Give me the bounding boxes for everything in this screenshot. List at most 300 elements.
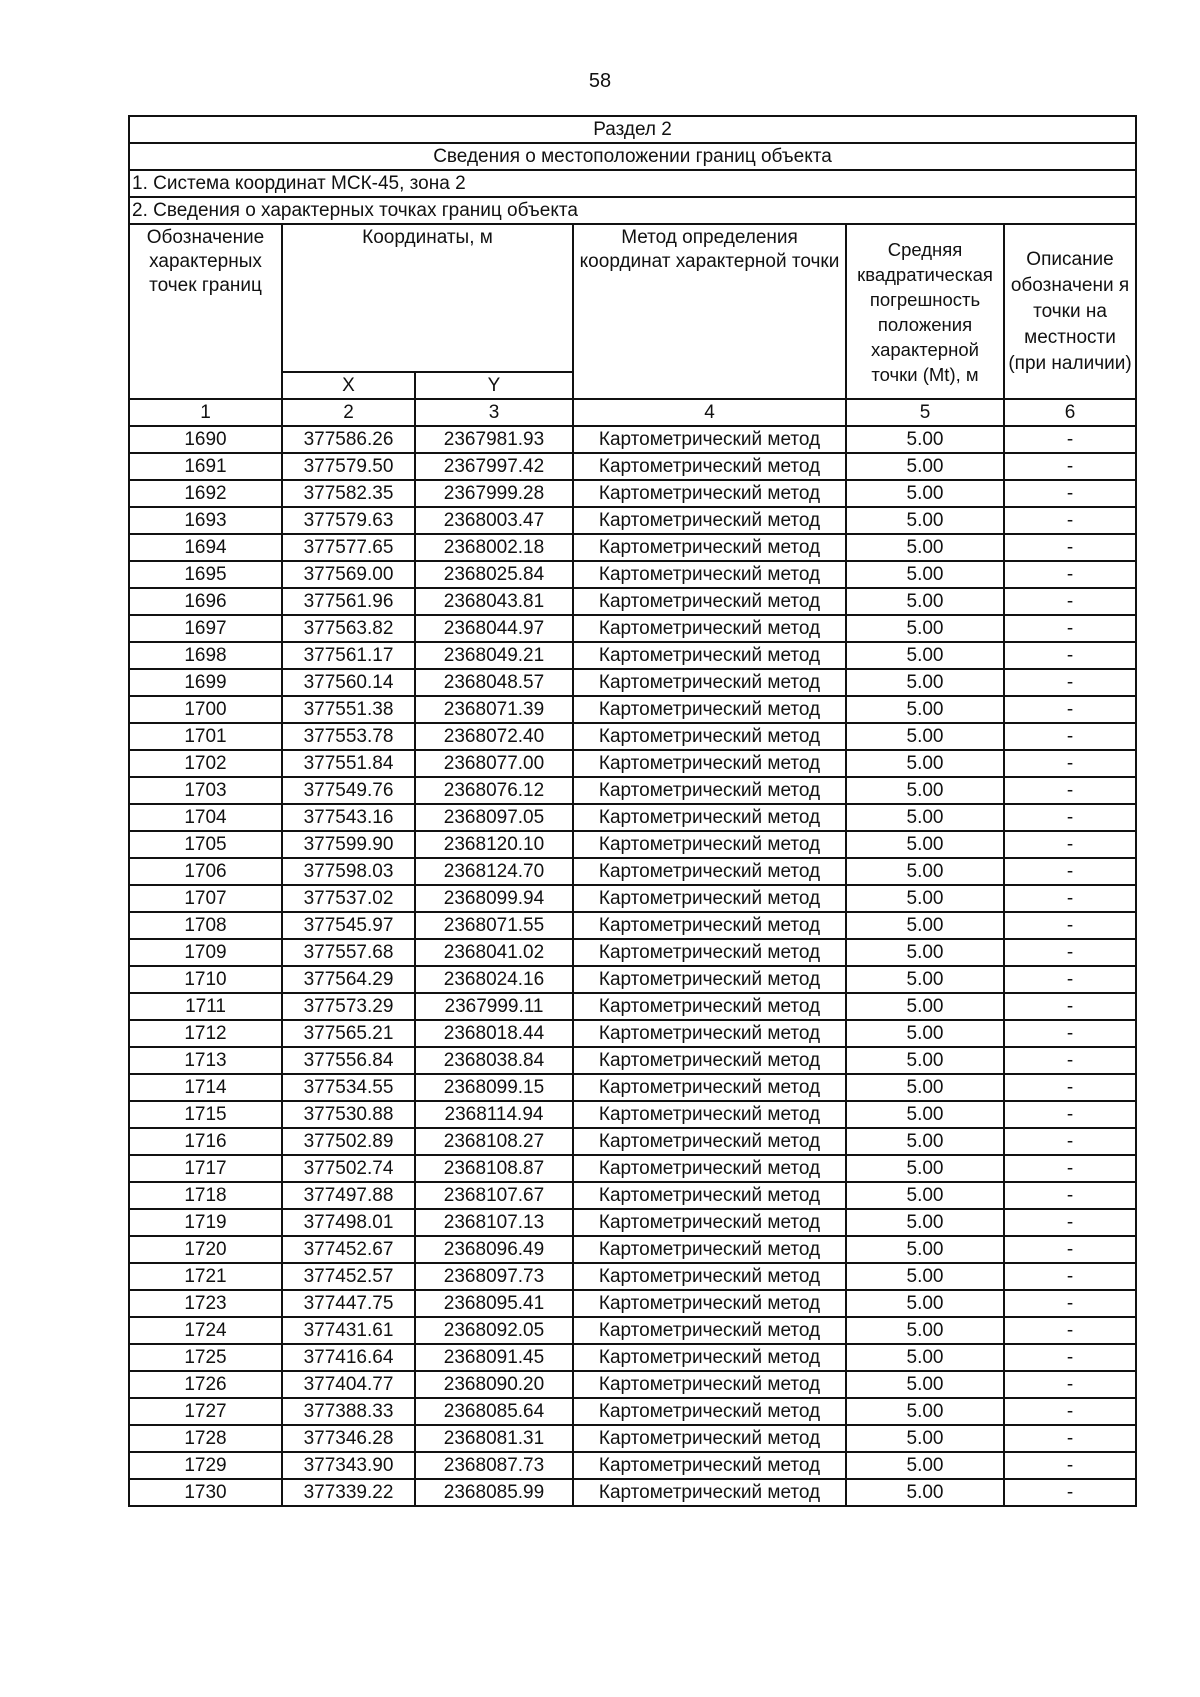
coord-x-cell: 377586.26 — [282, 426, 415, 453]
coord-x-cell: 377530.88 — [282, 1101, 415, 1128]
point-number-cell: 1707 — [129, 885, 282, 912]
table-row — [129, 1209, 1136, 1236]
point-number-cell: 1719 — [129, 1209, 282, 1236]
coord-x-cell: 377551.38 — [282, 696, 415, 723]
description-cell: - — [1004, 534, 1136, 561]
column-number: 2 — [282, 399, 415, 426]
point-number-cell: 1700 — [129, 696, 282, 723]
point-number-cell: 1726 — [129, 1371, 282, 1398]
description-cell: - — [1004, 831, 1136, 858]
method-cell: Картометрический метод — [573, 1344, 846, 1371]
mean-error-cell: 5.00 — [846, 615, 1004, 642]
method-cell: Картометрический метод — [573, 507, 846, 534]
coord-y-cell: 2368095.41 — [415, 1290, 573, 1317]
coord-y-cell: 2368044.97 — [415, 615, 573, 642]
description-cell: - — [1004, 480, 1136, 507]
description-cell: - — [1004, 642, 1136, 669]
description-cell: - — [1004, 1344, 1136, 1371]
description-cell: - — [1004, 669, 1136, 696]
column-number: 4 — [573, 399, 846, 426]
description-cell: - — [1004, 885, 1136, 912]
coord-x-cell: 377498.01 — [282, 1209, 415, 1236]
point-number-cell: 1693 — [129, 507, 282, 534]
coord-x-cell: 377431.61 — [282, 1317, 415, 1344]
method-cell: Картометрический метод — [573, 1398, 846, 1425]
coord-x-cell: 377563.82 — [282, 615, 415, 642]
table-row — [129, 966, 1136, 993]
mean-error-cell: 5.00 — [846, 453, 1004, 480]
method-cell: Картометрический метод — [573, 777, 846, 804]
header-coordinates: Координаты, м — [282, 224, 573, 372]
point-number-cell: 1712 — [129, 1020, 282, 1047]
table-row — [129, 453, 1136, 480]
table-row — [129, 615, 1136, 642]
coord-y-cell: 2368025.84 — [415, 561, 573, 588]
mean-error-cell: 5.00 — [846, 480, 1004, 507]
coord-x-cell: 377561.17 — [282, 642, 415, 669]
method-cell: Картометрический метод — [573, 1074, 846, 1101]
method-cell: Картометрический метод — [573, 642, 846, 669]
point-number-cell: 1698 — [129, 642, 282, 669]
mean-error-cell: 5.00 — [846, 1398, 1004, 1425]
description-cell: - — [1004, 1425, 1136, 1452]
mean-error-cell: 5.00 — [846, 1425, 1004, 1452]
point-number-cell: 1727 — [129, 1398, 282, 1425]
coord-x-cell: 377556.84 — [282, 1047, 415, 1074]
point-number-cell: 1703 — [129, 777, 282, 804]
table-row — [129, 561, 1136, 588]
coord-y-cell: 2368097.05 — [415, 804, 573, 831]
point-number-cell: 1728 — [129, 1425, 282, 1452]
table-row — [129, 750, 1136, 777]
method-cell: Картометрический метод — [573, 588, 846, 615]
table-row — [129, 1101, 1136, 1128]
table-row — [129, 1074, 1136, 1101]
description-cell: - — [1004, 1209, 1136, 1236]
method-cell: Картометрический метод — [573, 1128, 846, 1155]
table-row — [129, 642, 1136, 669]
coord-x-cell: 377582.35 — [282, 480, 415, 507]
coord-y-cell: 2368114.94 — [415, 1101, 573, 1128]
point-number-cell: 1725 — [129, 1344, 282, 1371]
method-cell: Картометрический метод — [573, 1101, 846, 1128]
description-cell: - — [1004, 696, 1136, 723]
coord-x-cell: 377551.84 — [282, 750, 415, 777]
description-cell: - — [1004, 1236, 1136, 1263]
coord-y-cell: 2368048.57 — [415, 669, 573, 696]
method-cell: Картометрический метод — [573, 939, 846, 966]
section-subtitle: Сведения о местоположении границ объекта — [129, 143, 1136, 170]
mean-error-cell: 5.00 — [846, 750, 1004, 777]
coord-x-cell: 377416.64 — [282, 1344, 415, 1371]
point-number-cell: 1690 — [129, 426, 282, 453]
coord-system-row — [129, 170, 1136, 197]
method-cell: Картометрический метод — [573, 534, 846, 561]
coord-y-cell: 2367999.28 — [415, 480, 573, 507]
coord-y-cell: 2368018.44 — [415, 1020, 573, 1047]
coord-y-cell: 2368081.31 — [415, 1425, 573, 1452]
table-row — [129, 1398, 1136, 1425]
mean-error-cell: 5.00 — [846, 1263, 1004, 1290]
description-cell: - — [1004, 966, 1136, 993]
coord-y-cell: 2368091.45 — [415, 1344, 573, 1371]
description-cell: - — [1004, 1020, 1136, 1047]
method-cell: Картометрический метод — [573, 750, 846, 777]
coord-y-cell: 2368077.00 — [415, 750, 573, 777]
coord-y-cell: 2368041.02 — [415, 939, 573, 966]
description-cell: - — [1004, 588, 1136, 615]
table-row — [129, 885, 1136, 912]
header-row — [129, 224, 1136, 372]
point-number-cell: 1709 — [129, 939, 282, 966]
column-number: 1 — [129, 399, 282, 426]
description-cell: - — [1004, 1182, 1136, 1209]
coord-x-cell: 377579.50 — [282, 453, 415, 480]
header-method: Метод определения координат характерной точки — [573, 224, 846, 399]
coord-x-cell: 377573.29 — [282, 993, 415, 1020]
mean-error-cell: 5.00 — [846, 1317, 1004, 1344]
coord-x-cell: 377543.16 — [282, 804, 415, 831]
method-cell: Картометрический метод — [573, 1020, 846, 1047]
description-cell: - — [1004, 1317, 1136, 1344]
coord-y-cell: 2368120.10 — [415, 831, 573, 858]
coord-y-cell: 2368003.47 — [415, 507, 573, 534]
description-cell: - — [1004, 777, 1136, 804]
table-row — [129, 588, 1136, 615]
point-number-cell: 1694 — [129, 534, 282, 561]
table-row — [129, 777, 1136, 804]
method-cell: Картометрический метод — [573, 993, 846, 1020]
coord-x-cell: 377537.02 — [282, 885, 415, 912]
method-cell: Картометрический метод — [573, 561, 846, 588]
description-cell: - — [1004, 1263, 1136, 1290]
point-number-cell: 1704 — [129, 804, 282, 831]
mean-error-cell: 5.00 — [846, 642, 1004, 669]
description-cell: - — [1004, 1101, 1136, 1128]
method-cell: Картометрический метод — [573, 1479, 846, 1506]
description-cell: - — [1004, 1047, 1136, 1074]
coord-x-cell: 377557.68 — [282, 939, 415, 966]
point-number-cell: 1696 — [129, 588, 282, 615]
description-cell: - — [1004, 1155, 1136, 1182]
coord-y-cell: 2368038.84 — [415, 1047, 573, 1074]
table-row — [129, 534, 1136, 561]
coord-x-cell: 377565.21 — [282, 1020, 415, 1047]
mean-error-cell: 5.00 — [846, 1155, 1004, 1182]
method-cell: Картометрический метод — [573, 723, 846, 750]
table-row — [129, 1263, 1136, 1290]
table-row — [129, 804, 1136, 831]
point-number-cell: 1692 — [129, 480, 282, 507]
mean-error-cell: 5.00 — [846, 1452, 1004, 1479]
mean-error-cell: 5.00 — [846, 1047, 1004, 1074]
table-row — [129, 1020, 1136, 1047]
method-cell: Картометрический метод — [573, 1155, 846, 1182]
coord-x-cell: 377553.78 — [282, 723, 415, 750]
column-number: 5 — [846, 399, 1004, 426]
point-number-cell: 1713 — [129, 1047, 282, 1074]
coord-y-cell: 2368108.87 — [415, 1155, 573, 1182]
table-row — [129, 1371, 1136, 1398]
method-cell: Картометрический метод — [573, 1317, 846, 1344]
data-rows — [129, 426, 1136, 1506]
method-cell: Картометрический метод — [573, 831, 846, 858]
coord-y-cell: 2368071.39 — [415, 696, 573, 723]
table-row — [129, 1236, 1136, 1263]
mean-error-cell: 5.00 — [846, 1344, 1004, 1371]
coord-x-cell: 377388.33 — [282, 1398, 415, 1425]
coord-y-cell: 2368002.18 — [415, 534, 573, 561]
description-cell: - — [1004, 1479, 1136, 1506]
table-row — [129, 858, 1136, 885]
description-cell: - — [1004, 993, 1136, 1020]
header-description: Описание обозначени я точки на местности (при наличии) — [1004, 224, 1136, 399]
point-number-cell: 1691 — [129, 453, 282, 480]
section-subtitle-row — [129, 143, 1136, 170]
coord-y-cell: 2368124.70 — [415, 858, 573, 885]
method-cell: Картометрический метод — [573, 453, 846, 480]
coord-x-cell: 377579.63 — [282, 507, 415, 534]
method-cell: Картометрический метод — [573, 1290, 846, 1317]
point-number-cell: 1708 — [129, 912, 282, 939]
mean-error-cell: 5.00 — [846, 777, 1004, 804]
coord-y-cell: 2368090.20 — [415, 1371, 573, 1398]
mean-error-cell: 5.00 — [846, 1236, 1004, 1263]
point-number-cell: 1699 — [129, 669, 282, 696]
coord-y-cell: 2368072.40 — [415, 723, 573, 750]
mean-error-cell: 5.00 — [846, 507, 1004, 534]
description-cell: - — [1004, 1452, 1136, 1479]
mean-error-cell: 5.00 — [846, 696, 1004, 723]
coord-y-cell: 2368085.99 — [415, 1479, 573, 1506]
point-number-cell: 1717 — [129, 1155, 282, 1182]
point-number-cell: 1723 — [129, 1290, 282, 1317]
method-cell: Картометрический метод — [573, 1425, 846, 1452]
method-cell: Картометрический метод — [573, 696, 846, 723]
mean-error-cell: 5.00 — [846, 939, 1004, 966]
method-cell: Картометрический метод — [573, 1182, 846, 1209]
coord-x-cell: 377404.77 — [282, 1371, 415, 1398]
coord-y-cell: 2367997.42 — [415, 453, 573, 480]
description-cell: - — [1004, 858, 1136, 885]
mean-error-cell: 5.00 — [846, 1209, 1004, 1236]
coord-y-cell: 2368099.15 — [415, 1074, 573, 1101]
page-number: 58 — [588, 70, 612, 92]
coord-x-cell: 377502.89 — [282, 1128, 415, 1155]
coord-y-cell: 2368096.49 — [415, 1236, 573, 1263]
coord-x-cell: 377549.76 — [282, 777, 415, 804]
coord-system: 1. Система координат МСК-45, зона 2 — [129, 170, 1136, 197]
description-cell: - — [1004, 1290, 1136, 1317]
table-row — [129, 912, 1136, 939]
method-cell: Картометрический метод — [573, 966, 846, 993]
point-number-cell: 1730 — [129, 1479, 282, 1506]
table-row — [129, 1047, 1136, 1074]
coord-x-cell: 377452.67 — [282, 1236, 415, 1263]
method-cell: Картометрический метод — [573, 1263, 846, 1290]
description-cell: - — [1004, 1128, 1136, 1155]
mean-error-cell: 5.00 — [846, 993, 1004, 1020]
table-row — [129, 939, 1136, 966]
point-number-cell: 1729 — [129, 1452, 282, 1479]
description-cell: - — [1004, 939, 1136, 966]
description-cell: - — [1004, 453, 1136, 480]
coord-x-cell: 377560.14 — [282, 669, 415, 696]
mean-error-cell: 5.00 — [846, 723, 1004, 750]
method-cell: Картометрический метод — [573, 885, 846, 912]
point-number-cell: 1724 — [129, 1317, 282, 1344]
coord-x-cell: 377502.74 — [282, 1155, 415, 1182]
point-number-cell: 1716 — [129, 1128, 282, 1155]
mean-error-cell: 5.00 — [846, 1101, 1004, 1128]
mean-error-cell: 5.00 — [846, 912, 1004, 939]
coord-y-cell: 2368024.16 — [415, 966, 573, 993]
point-number-cell: 1695 — [129, 561, 282, 588]
coord-y-cell: 2368087.73 — [415, 1452, 573, 1479]
points-title: 2. Сведения о характерных точках границ объекта — [129, 197, 1136, 224]
mean-error-cell: 5.00 — [846, 561, 1004, 588]
coord-y-cell: 2368107.67 — [415, 1182, 573, 1209]
coord-x-cell: 377343.90 — [282, 1452, 415, 1479]
table-row — [129, 1290, 1136, 1317]
table-row — [129, 426, 1136, 453]
mean-error-cell: 5.00 — [846, 966, 1004, 993]
coord-y-cell: 2368108.27 — [415, 1128, 573, 1155]
point-number-cell: 1714 — [129, 1074, 282, 1101]
coord-x-cell: 377569.00 — [282, 561, 415, 588]
column-number: 6 — [1004, 399, 1136, 426]
mean-error-cell: 5.00 — [846, 1479, 1004, 1506]
coord-x-cell: 377497.88 — [282, 1182, 415, 1209]
description-cell: - — [1004, 804, 1136, 831]
description-cell: - — [1004, 426, 1136, 453]
table-row — [129, 480, 1136, 507]
point-number-cell: 1706 — [129, 858, 282, 885]
coord-y-cell: 2368049.21 — [415, 642, 573, 669]
point-number-cell: 1701 — [129, 723, 282, 750]
table-row — [129, 1344, 1136, 1371]
mean-error-cell: 5.00 — [846, 1020, 1004, 1047]
column-numbers-row — [129, 399, 1136, 426]
header-point-designation: Обозначение характерных точек границ — [129, 224, 282, 399]
coord-y-cell: 2368043.81 — [415, 588, 573, 615]
coord-x-cell: 377447.75 — [282, 1290, 415, 1317]
header-mean-error: Средняя квадратическая погрешность положения характерной точки (Mt), м — [846, 224, 1004, 399]
point-number-cell: 1721 — [129, 1263, 282, 1290]
mean-error-cell: 5.00 — [846, 858, 1004, 885]
coord-y-cell: 2367999.11 — [415, 993, 573, 1020]
mean-error-cell: 5.00 — [846, 1290, 1004, 1317]
table-row — [129, 1317, 1136, 1344]
description-cell: - — [1004, 561, 1136, 588]
description-cell: - — [1004, 1074, 1136, 1101]
coord-x-cell: 377339.22 — [282, 1479, 415, 1506]
mean-error-cell: 5.00 — [846, 1128, 1004, 1155]
method-cell: Картометрический метод — [573, 858, 846, 885]
method-cell: Картометрический метод — [573, 669, 846, 696]
mean-error-cell: 5.00 — [846, 534, 1004, 561]
table-row — [129, 669, 1136, 696]
coord-x-cell: 377577.65 — [282, 534, 415, 561]
coord-x-cell: 377452.57 — [282, 1263, 415, 1290]
column-number: 3 — [415, 399, 573, 426]
table-row — [129, 1479, 1136, 1506]
method-cell: Картометрический метод — [573, 1209, 846, 1236]
table-row — [129, 1155, 1136, 1182]
coord-x-cell: 377534.55 — [282, 1074, 415, 1101]
method-cell: Картометрический метод — [573, 615, 846, 642]
description-cell: - — [1004, 912, 1136, 939]
table-row — [129, 1128, 1136, 1155]
description-cell: - — [1004, 750, 1136, 777]
mean-error-cell: 5.00 — [846, 426, 1004, 453]
boundary-points-table — [128, 115, 1137, 1507]
mean-error-cell: 5.00 — [846, 588, 1004, 615]
description-cell: - — [1004, 1398, 1136, 1425]
table-row — [129, 1452, 1136, 1479]
section-title-row — [129, 116, 1136, 143]
points-title-row — [129, 197, 1136, 224]
coord-x-cell: 377561.96 — [282, 588, 415, 615]
table-row — [129, 696, 1136, 723]
table-row — [129, 507, 1136, 534]
point-number-cell: 1697 — [129, 615, 282, 642]
description-cell: - — [1004, 1371, 1136, 1398]
coord-x-cell: 377599.90 — [282, 831, 415, 858]
coord-y-cell: 2368092.05 — [415, 1317, 573, 1344]
coord-x-cell: 377346.28 — [282, 1425, 415, 1452]
description-cell: - — [1004, 615, 1136, 642]
method-cell: Картометрический метод — [573, 426, 846, 453]
method-cell: Картометрический метод — [573, 1371, 846, 1398]
table-row — [129, 993, 1136, 1020]
method-cell: Картометрический метод — [573, 1047, 846, 1074]
section-title: Раздел 2 — [129, 116, 1136, 143]
mean-error-cell: 5.00 — [846, 831, 1004, 858]
coord-x-cell: 377545.97 — [282, 912, 415, 939]
method-cell: Картометрический метод — [573, 1452, 846, 1479]
header-y: Y — [415, 372, 573, 399]
method-cell: Картометрический метод — [573, 912, 846, 939]
coord-y-cell: 2368076.12 — [415, 777, 573, 804]
mean-error-cell: 5.00 — [846, 1074, 1004, 1101]
point-number-cell: 1705 — [129, 831, 282, 858]
point-number-cell: 1710 — [129, 966, 282, 993]
coord-y-cell: 2368107.13 — [415, 1209, 573, 1236]
coord-x-cell: 377564.29 — [282, 966, 415, 993]
coord-y-cell: 2368097.73 — [415, 1263, 573, 1290]
description-cell: - — [1004, 507, 1136, 534]
point-number-cell: 1702 — [129, 750, 282, 777]
coord-y-cell: 2367981.93 — [415, 426, 573, 453]
point-number-cell: 1718 — [129, 1182, 282, 1209]
description-cell: - — [1004, 723, 1136, 750]
mean-error-cell: 5.00 — [846, 1371, 1004, 1398]
point-number-cell: 1720 — [129, 1236, 282, 1263]
method-cell: Картометрический метод — [573, 1236, 846, 1263]
coord-y-cell: 2368071.55 — [415, 912, 573, 939]
method-cell: Картометрический метод — [573, 804, 846, 831]
coord-x-cell: 377598.03 — [282, 858, 415, 885]
method-cell: Картометрический метод — [573, 480, 846, 507]
point-number-cell: 1711 — [129, 993, 282, 1020]
table-row — [129, 1425, 1136, 1452]
coord-y-cell: 2368085.64 — [415, 1398, 573, 1425]
table-row — [129, 831, 1136, 858]
header-x: X — [282, 372, 415, 399]
point-number-cell: 1715 — [129, 1101, 282, 1128]
coord-y-cell: 2368099.94 — [415, 885, 573, 912]
